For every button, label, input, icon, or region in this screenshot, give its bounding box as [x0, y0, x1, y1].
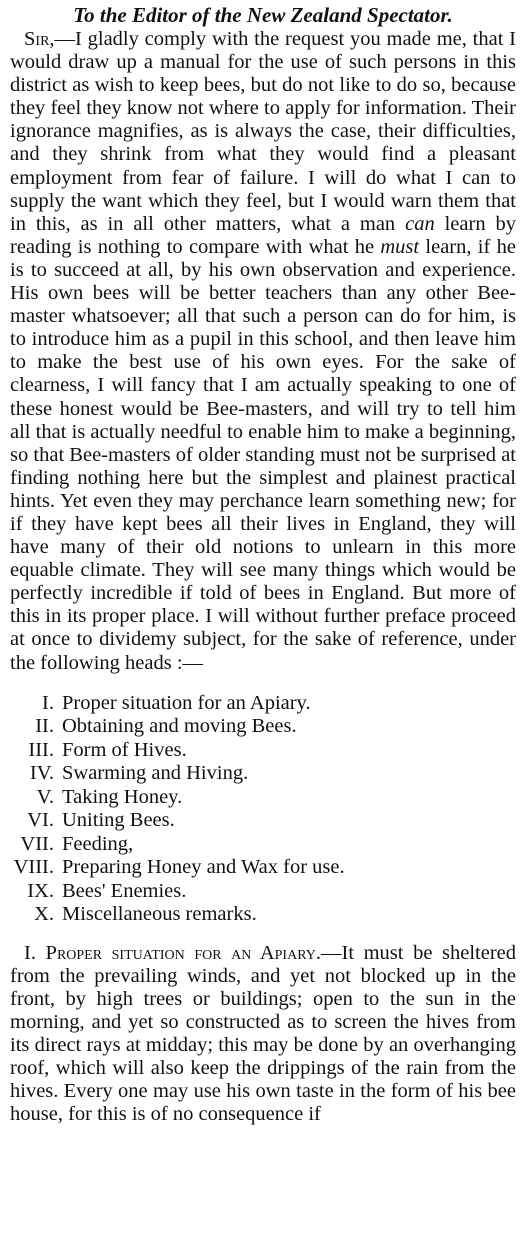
section-1-heading: I. Proper situation for an Apiary.: [24, 941, 321, 964]
intro-paragraph: [10, 28, 516, 675]
list-item: [10, 903, 516, 927]
head-text: Feeding,: [62, 832, 134, 855]
list-item: [10, 762, 516, 786]
head-number: IX.: [27, 879, 54, 902]
list-item: [10, 692, 516, 716]
list-item: [10, 809, 516, 833]
list-item: [10, 880, 516, 904]
head-text: Swarming and Hiving.: [62, 762, 249, 785]
list-item: [10, 739, 516, 763]
head-text: Bees' Enemies.: [62, 879, 187, 902]
head-number: I.: [42, 691, 54, 714]
head-number: VI.: [27, 809, 54, 832]
list-item: [10, 715, 516, 739]
letter-title: To the Editor of the New Zealand Spectator.: [73, 3, 453, 27]
head-number: X.: [34, 903, 54, 926]
head-text: Miscellaneous remarks.: [62, 903, 257, 926]
list-item: [10, 833, 516, 857]
head-number: V.: [36, 785, 54, 808]
head-text: Taking Honey.: [62, 785, 183, 808]
intro-text-part-1: —I gladly comply with the request you made me, that I would draw up a manual for the use of such persons in this district as wish to keep bees, but do not like to do so, because they feel they know not where to apply for information. Their ignorance magnifies, as is always the case, their difficulties, and they shrink from what they would find a pleasant employment from fear of failure. I will do what I can to supply the want which they feel, but I would warn them that in this, as in all other matters, what a man: [10, 28, 516, 235]
heads-list: [10, 692, 516, 927]
head-text: Preparing Honey and Wax for use.: [62, 856, 345, 879]
head-text: Form of Hives.: [62, 738, 187, 761]
head-number: IV.: [29, 762, 54, 785]
list-item: [10, 856, 516, 880]
head-text: Uniting Bees.: [62, 809, 175, 832]
head-number: III.: [28, 738, 54, 761]
salutation: Sir,: [24, 28, 55, 50]
intro-text-part-2: learn by reading is nothing to compare with what he: [10, 212, 516, 258]
head-text: Proper situation for an Apiary.: [62, 691, 311, 714]
section-1-text: —It must be sheltered from the prevailing winds, and yet not blocked up in the front, by high trees or buildings; open to the sun in the morning, and yet so constructed as to screen the hives from its direct rays at midday; this may be done by an overhanging roof, which will also keep the drippings of the rain from the hives. Every one may use his own taste in the form of his bee house, for this is of no consequence if: [10, 941, 516, 1126]
head-text: Obtaining and moving Bees.: [62, 715, 297, 738]
head-number: VIII.: [13, 856, 54, 879]
head-number: VII.: [20, 832, 54, 855]
intro-text-part-3: learn, if he is to succeed at all, by his own observation and experience. His own bees will be better teachers than any other Bee-master whatsoever; all that such a person can do for him, is to introduce him as a pupil in this school, and then leave him to make the best use of his own eyes. For the sake of clearness, I will fancy that I am actually speaking to one of these honest would be Bee-masters, and will try to tell him all that is actually needful to enable him to make a beginning, so that Bee-masters of older standing must not be surprised at finding nothing here but the simplest and plainest practical hints. Yet even they may perchance learn something new; for if they have kept bees all their lives in England, they will have many of their old notions to unlearn in this more equable climate. They will see many things which would be perfectly incredible if told of bees in England. But more of this in its proper place. I will without further preface proceed at once to dividemy subject, for the sake of reference, under the following heads :—: [10, 235, 516, 674]
list-item: [10, 786, 516, 810]
intro-emphasis-can: can: [405, 212, 435, 235]
section-1-paragraph: [10, 942, 516, 1127]
head-number: II.: [35, 715, 54, 738]
intro-emphasis-must: must: [380, 235, 420, 258]
